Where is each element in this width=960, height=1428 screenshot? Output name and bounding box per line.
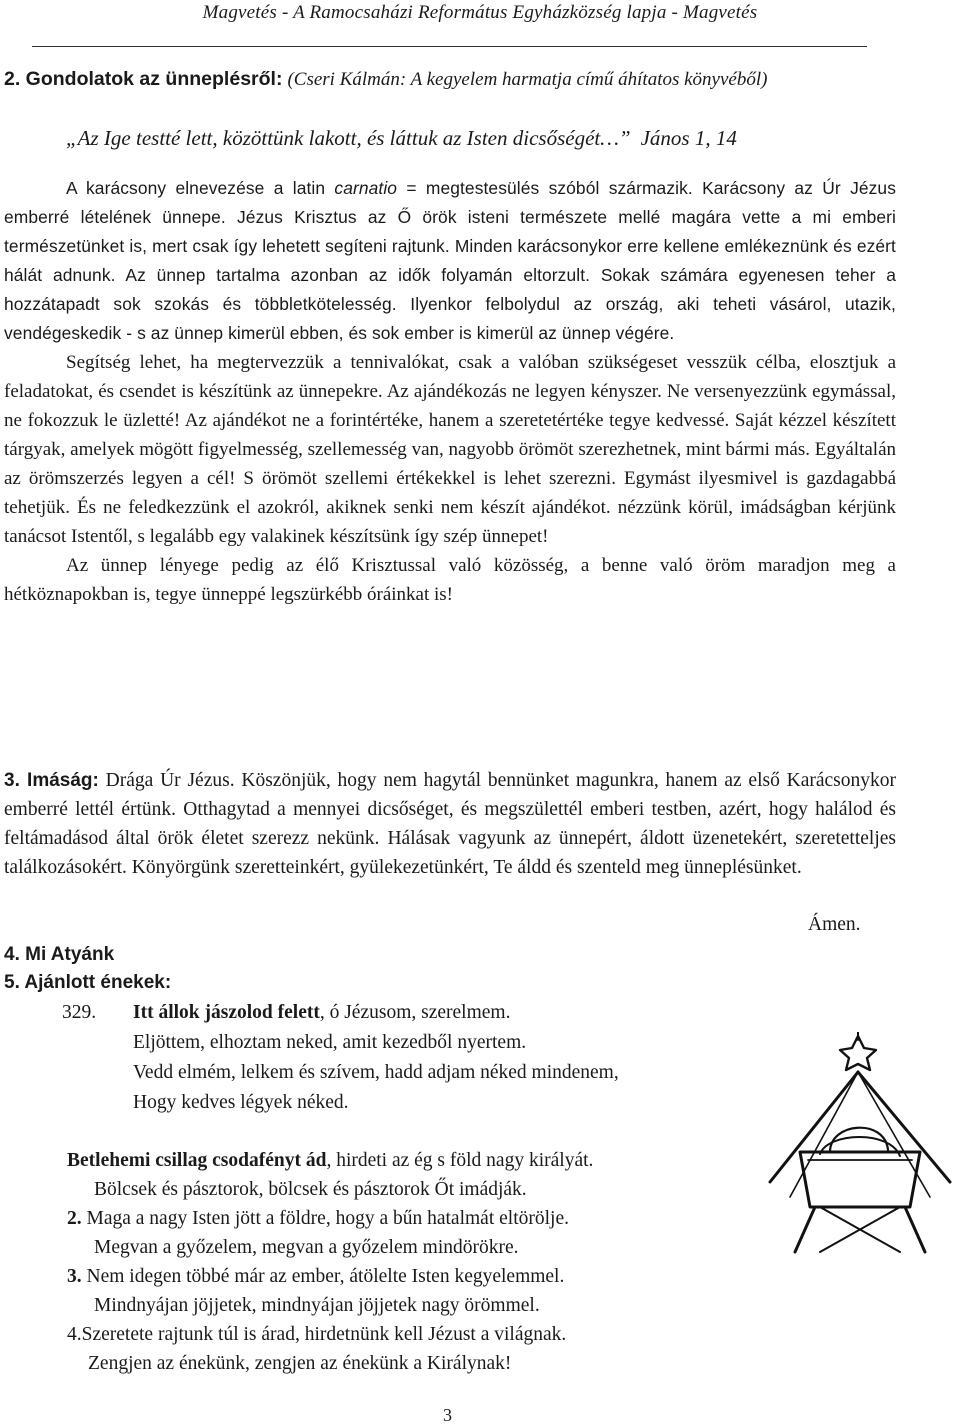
section-3-heading: 3. Imáság:: [4, 770, 99, 791]
p1-text-d: Az ünnep tartalma azonban az idők folyamán eltorzult. Sokak számára egyenesen teher a hozzátapadt sok szokás és többletkötelesség.: [4, 265, 896, 314]
paragraph-1: [4, 174, 896, 348]
hymn-line-4: Hogy kedves légyek néked.: [133, 1092, 349, 1113]
manger-star-icon: [760, 1032, 960, 1262]
section-5-heading: 5. Ajánlott énekek:: [4, 972, 172, 993]
hymn-line-3: Vedd elmém, lelkem és szívem, hadd adjam néked mindenem,: [133, 1062, 619, 1083]
p1-carnatio: carnatio: [334, 178, 398, 198]
section-2-title: 2. Gondolatok az ünneplésről:: [4, 68, 283, 90]
p1-text-e: Ilyenkor felbolydul az ország, aki teheti vásárol, utazik, vendégeskedik - s az ünnep kimerül ebben, és sok ember is kimerül az ünnep végére.: [4, 294, 896, 343]
section-3-prayer: [4, 766, 896, 882]
carol-verse-4b: Zengjen az énekünk, zengjen az énekünk a Királynak!: [88, 1353, 512, 1374]
prayer-text: [4, 766, 896, 882]
carol-title: Betlehemi csillag csodafényt ád: [67, 1150, 327, 1171]
carol-verse-3-number: 3.: [67, 1266, 82, 1287]
carol-line-1: [67, 1150, 593, 1172]
amen: Ámen.: [808, 914, 861, 935]
hymn-line-1: [133, 1002, 510, 1024]
hymn-line-2: Eljöttem, elhoztam neked, amit kezedből nyertem.: [133, 1032, 527, 1053]
page-header: Magvetés - A Ramocsaházi Református Egyházközség lapja - Magvetés: [202, 2, 758, 23]
page-number: 3: [443, 1405, 452, 1425]
paragraph-3: Az ünnep lényege pedig az élő Krisztussal való közösség, a benne való öröm maradjon meg a hétköznapokban is, tegye ünneppé legszürkébb óráinkat is!: [4, 555, 896, 605]
carol-verse-2b: Megvan a győzelem, megvan a győzelem mindörökre.: [94, 1237, 519, 1258]
section-4-heading: 4. Mi Atyánk: [4, 944, 115, 965]
carol-verse-2-a: Maga a nagy Isten jött a földre, hogy a bűn hatalmát eltörölje.: [81, 1208, 569, 1229]
carol-line-1-rest: , hirdeti az ég s föld nagy királyát.: [326, 1150, 594, 1171]
hymn-title: Itt állok jászolod felett: [133, 1002, 320, 1023]
hymn-number: 329.: [62, 1002, 97, 1023]
section-2-source: (Cseri Kálmán: A kegyelem harmatja című áhítatos könyvéből): [287, 69, 768, 90]
quote-reference: János 1, 14: [640, 126, 737, 150]
quote-text: „Az Ige testté lett, közöttünk lakott, és láttuk az Isten dicsőségét…”: [66, 126, 631, 150]
header-divider: [32, 46, 867, 47]
section-2-heading: [4, 68, 767, 91]
p1-text-a: A karácsony elnevezése a latin: [66, 178, 335, 198]
carol-verse-2-number: 2.: [67, 1208, 82, 1229]
hymn-line-1-rest: , ó Jézusom, szerelmem.: [319, 1002, 511, 1023]
carol-verse-3-a: Nem idegen többé már az ember, átölelte Isten kegyelemmel.: [81, 1266, 565, 1287]
carol-verse-2: [67, 1208, 569, 1230]
carol-line-1b: Bölcsek és pásztorok, bölcsek és pásztorok Őt imádják.: [94, 1179, 527, 1200]
carol-verse-4: 4.Szeretete rajtunk túl is árad, hirdetnünk kell Jézust a világnak.: [67, 1324, 567, 1345]
section-2-body: [4, 174, 896, 609]
p1-text-b: = megtestesülés szóból származik. Karácsony az Úr Jézus emberré lételének ünnepe. Jézus Krisztus az Ő örök isteni természete mellé magára vette a mi emberi természetünket is, mert csak így lehetett segíteni rajtunk.: [4, 178, 896, 256]
prayer-body: Drága Úr Jézus. Köszönjük, hogy nem hagytál bennünket magunkra, hanem az első Karácsonykor emberré lettél értünk. Otthagytad a mennyei dicsőséget, és megszülettél emberi testben, azért, hogy halálod és feltámadásod által örök életet szerezz nekünk. Hálásak vagyunk az ünnepért, áldott üzenetekért, szeretetteljes találkozásokért. Könyörgünk szeretteinkért, gyülekezetünkért, Te áldd és szenteld meg ünneplésünket.: [4, 770, 896, 878]
paragraph-2: Segítség lehet, ha megtervezzük a tennivalókat, csak a valóban szükségeset vesszük célba, elosztjuk a feladatokat, és csendet is készítünk az ünnepekre. Az ajándékozás ne legyen kényszer. Ne versenyezzünk egymással, ne fokozzuk le üzletté! Az ajándékot ne a forintértéke, hanem a szeretetértéke tegye kedvessé. Saját kézzel készített tárgyak, amelyek mögött figyelmesség, szellemesség van, nagyobb örömöt szerezhetnek, mint bármi más. Egyáltalán az örömszerzés legyen a cél! S örömöt szellemi értékekkel is lehet szerezni. Egymást ilyesmivel is gazdagabbá tehetjük. És ne feledkezzünk el azokról, akiknek senki nem készít ajándékot. nézzünk körül, imádságban kérjünk tanácsot Istentől, s legalább egy valakinek készítsünk így szép ünnepet!: [4, 352, 896, 547]
p1-text-c: Minden karácsonykor erre kellene emlékeznünk és ezért hálát adnunk.: [4, 236, 896, 285]
carol-verse-3b: Mindnyájan jöjjetek, mindnyájan jöjjetek nagy örömmel.: [94, 1295, 540, 1316]
carol-verse-3: [67, 1266, 564, 1288]
bible-quote: [66, 126, 737, 151]
